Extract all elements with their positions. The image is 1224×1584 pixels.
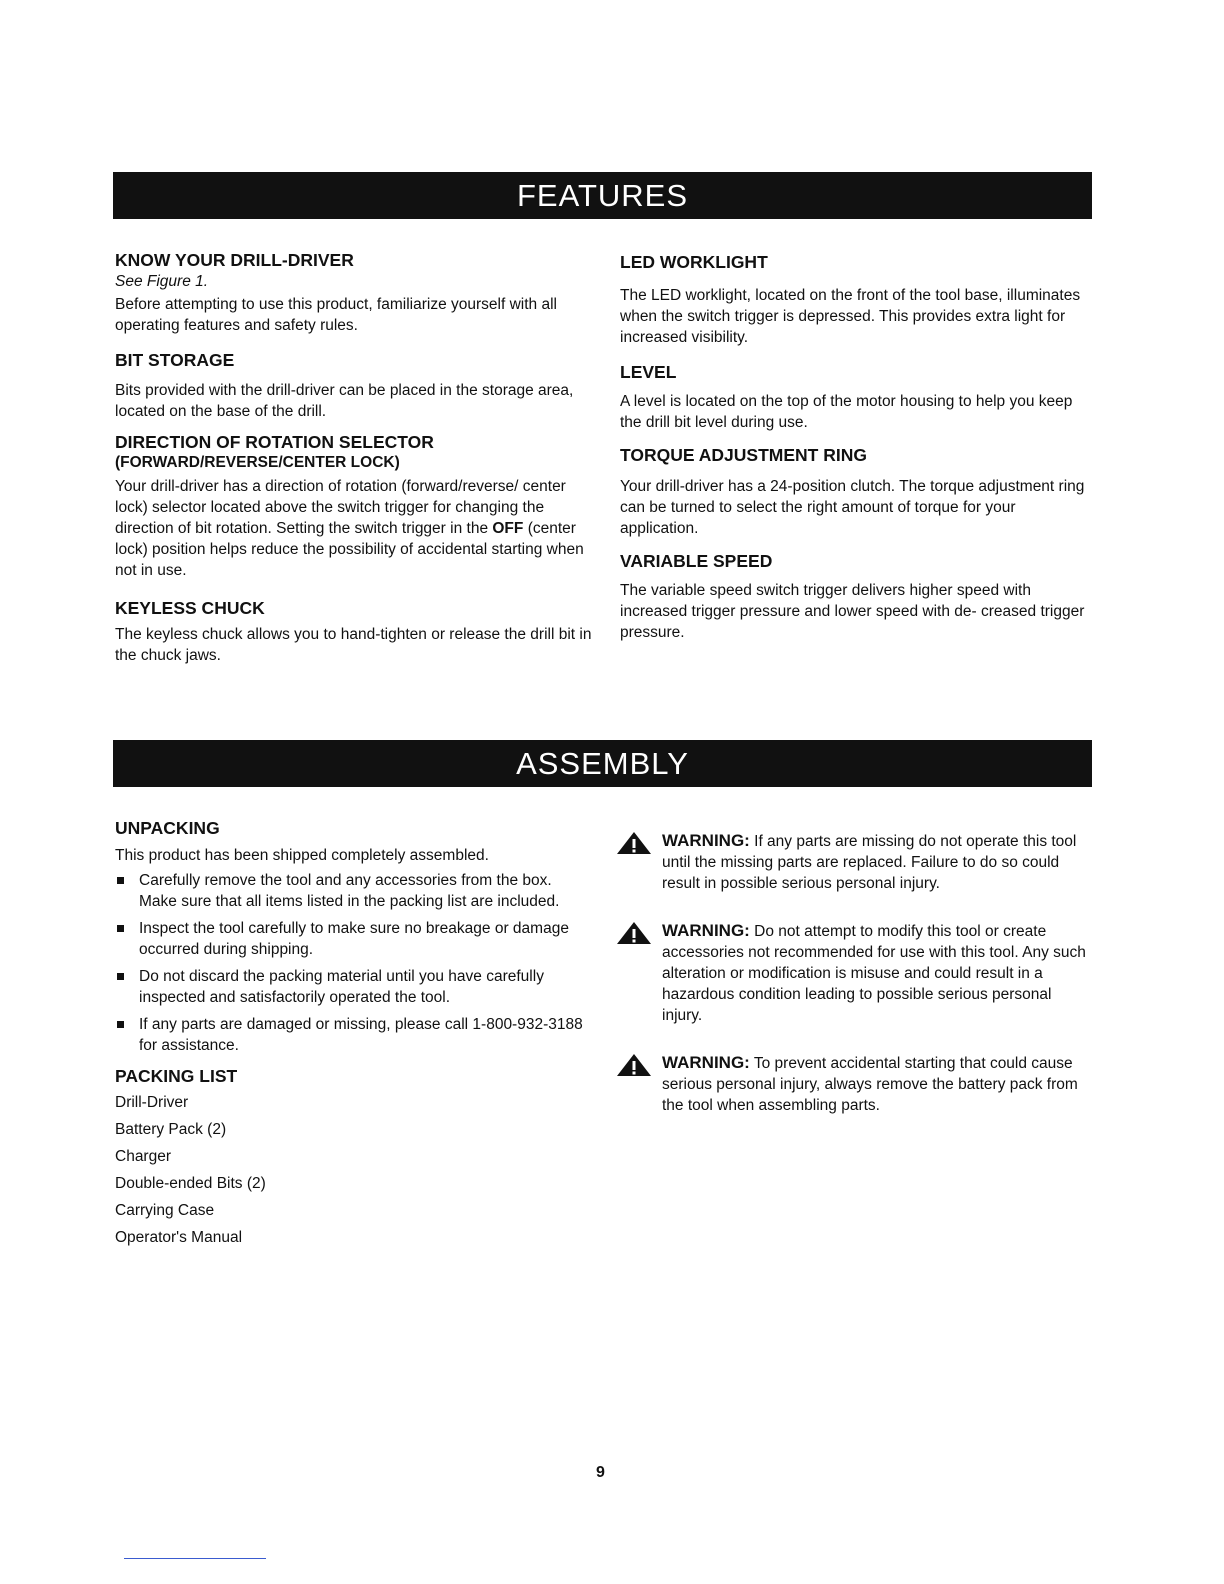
list-item: If any parts are damaged or missing, please call 1-800-932-3188 for assistance.: [115, 1014, 593, 1056]
bullet-square-icon: [117, 877, 124, 884]
list-item: Carrying Case: [115, 1202, 215, 1219]
assembly-banner: [113, 740, 1092, 787]
list-item: Drill-Driver: [115, 1094, 189, 1111]
direction-subheading: (FORWARD/REVERSE/CENTER LOCK): [115, 454, 400, 471]
direction-text: [115, 476, 593, 581]
list-item: Double-ended Bits (2): [115, 1175, 266, 1192]
unpacking-list: [115, 870, 593, 1056]
bit-storage-heading: BIT STORAGE: [115, 350, 235, 370]
bit-storage-text: Bits provided with the drill-driver can be placed in the storage area, located on the base of the drill.: [115, 382, 574, 420]
list-item: Charger: [115, 1148, 171, 1165]
bullet-square-icon: [117, 925, 124, 932]
direction-heading: DIRECTION OF ROTATION SELECTOR: [115, 432, 434, 452]
page-number: 9: [596, 1464, 605, 1481]
features-title: FEATURES: [516, 178, 689, 213]
warning-icon: [616, 831, 652, 855]
warning-block: [616, 830, 1094, 894]
list-item: Operator's Manual: [115, 1229, 243, 1246]
speed-text: The variable speed switch trigger delivers higher speed with increased trigger pressure and lower speed with de- creased trigger pressure.: [620, 582, 1085, 641]
level-heading: LEVEL: [620, 362, 677, 382]
warning-block: [616, 1052, 1094, 1116]
warning-label: WARNING:: [662, 921, 750, 940]
torque-heading: TORQUE ADJUSTMENT RING: [620, 445, 867, 465]
off-label: OFF: [492, 520, 524, 537]
warning-block: [616, 920, 1094, 1026]
keyless-text: The keyless chuck allows you to hand-tighten or release the drill bit in the chuck jaws.: [115, 626, 592, 664]
assembly-title: ASSEMBLY: [516, 746, 689, 781]
keyless-heading: KEYLESS CHUCK: [115, 598, 265, 618]
list-item: Battery Pack (2): [115, 1121, 227, 1138]
torque-text: Your drill-driver has a 24-position clutch. The torque adjustment ring can be turned to select the right amount of torque for your application.: [620, 478, 1085, 537]
level-text: A level is located on the top of the motor housing to help you keep the drill bit level during use.: [620, 393, 1073, 431]
assembly-right-column: [616, 830, 1094, 1142]
footer-divider: [124, 1558, 266, 1559]
led-heading: LED WORKLIGHT: [620, 252, 768, 272]
speed-heading: VARIABLE SPEED: [620, 551, 773, 571]
direction-text-after: (center lock) position helps reduce the possibility of accidental starting when not in use.: [115, 520, 584, 579]
features-left-column: [115, 250, 593, 666]
warning-label: WARNING:: [662, 1053, 750, 1072]
warning-icon: [616, 921, 652, 945]
list-item: Inspect the tool carefully to make sure no breakage or damage occurred during shipping.: [115, 918, 593, 960]
know-heading: KNOW YOUR DRILL-DRIVER: [115, 250, 354, 270]
led-text: The LED worklight, located on the front of the tool base, illuminates when the switch trigger is depressed. This provides extra light for increased visibility.: [620, 287, 1081, 346]
packing-list: [115, 1089, 593, 1251]
packing-list-heading: PACKING LIST: [115, 1066, 238, 1086]
assembly-left-column: [115, 818, 593, 1251]
know-text: Before attempting to use this product, familiarize yourself with all operating features and safety rules.: [115, 296, 557, 334]
features-banner: [113, 172, 1092, 219]
warning-text: To prevent accidental starting that could cause serious personal injury, always remove the battery pack from the tool when assembling parts.: [662, 1055, 1078, 1114]
list-item: Carefully remove the tool and any accessories from the box. Make sure that all items listed in the packing list are included.: [115, 870, 593, 912]
see-figure-ref: See Figure 1.: [115, 273, 209, 290]
warning-text: Do not attempt to modify this tool or create accessories not recommended for use with this tool. Any such alteration or modification is misuse and could result in a hazardous condition leading to possible serious personal injury.: [662, 923, 1086, 1024]
features-right-column: [620, 252, 1090, 643]
warning-icon: [616, 1053, 652, 1077]
unpacking-intro: This product has been shipped completely assembled.: [115, 847, 489, 864]
bullet-square-icon: [117, 1021, 124, 1028]
bullet-square-icon: [117, 973, 124, 980]
direction-text-before: Your drill-driver has a direction of rotation (forward/reverse/ center lock) selector located above the switch trigger for changing the direction of bit rotation. Setting the switch trigger in the: [115, 478, 566, 537]
list-item: Do not discard the packing material until you have carefully inspected and satisfactorily operated the tool.: [115, 966, 593, 1008]
warning-text: If any parts are missing do not operate this tool until the missing parts are replaced. Failure to do so could result in possible serious personal injury.: [662, 833, 1077, 892]
unpacking-heading: UNPACKING: [115, 818, 220, 838]
warning-label: WARNING:: [662, 831, 750, 850]
